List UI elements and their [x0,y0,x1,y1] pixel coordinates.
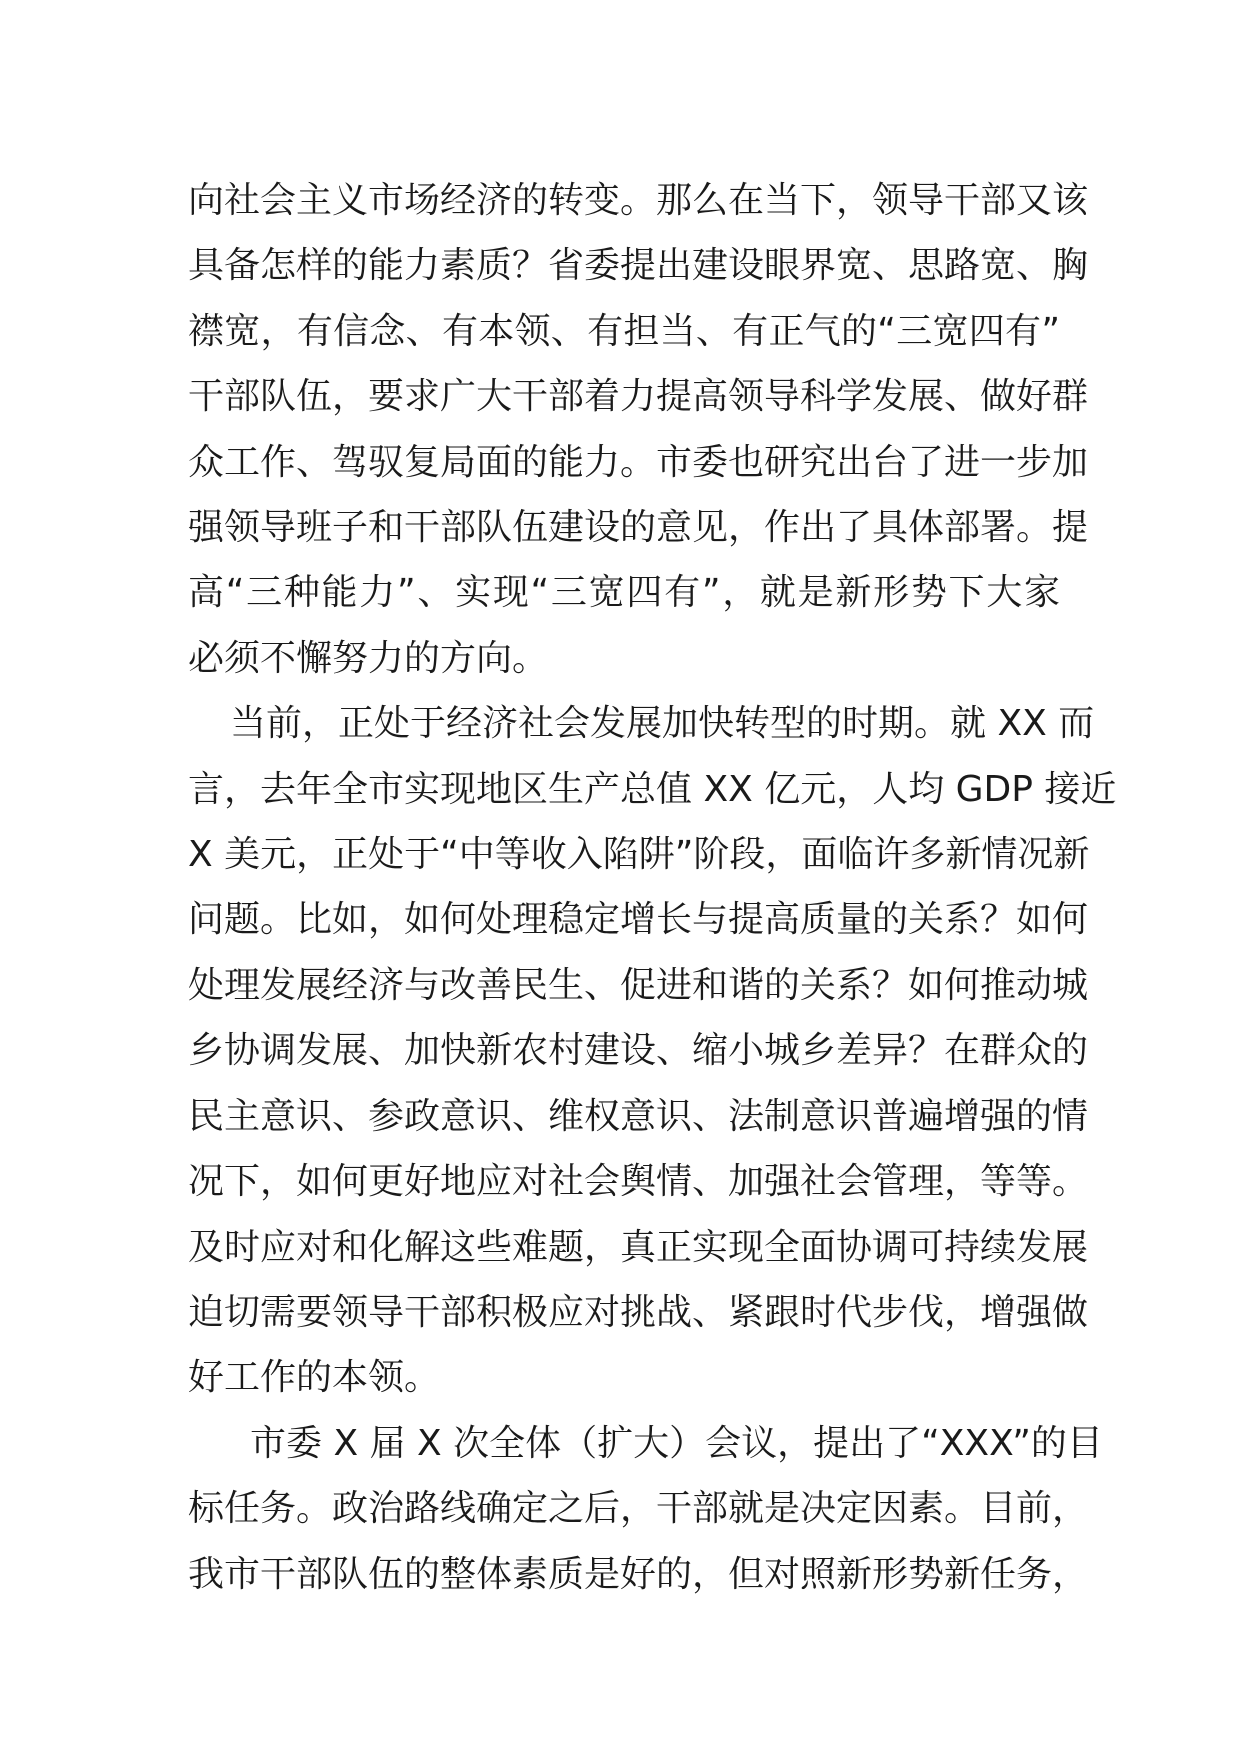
text-line: 迫切需要领导干部积极应对挑战、紧跟时代步伐，增强做 [188,1291,1089,1333]
paragraph-1 [188,168,1089,691]
text-line: X 美元，正处于“中等收入陷阱”阶段，面临许多新情况新 [188,834,1090,876]
text-line: 高“三种能力”、实现“三宽四有”，就是新形势下大家 [188,572,1060,614]
text-line: 言，去年全市实现地区生产总值 XX 亿元，人均 GDP 接近 [188,768,1117,810]
text-line: 民主意识、参政意识、维权意识、法制意识普遍增强的情 [188,1095,1089,1137]
text-line: 向社会主义市场经济的转变。那么在当下，领导干部又该 [188,180,1089,221]
paragraph-2 [188,691,1117,1410]
text-line: 及时应对和化解这些难题，真正实现全面协调可持续发展 [188,1226,1089,1268]
text-line: 襟宽，有信念、有本领、有担当、有正气的“三宽四有” [188,310,1060,352]
text-line: 干部队伍，要求广大干部着力提高领导科学发展、做好群 [188,376,1089,418]
text-line: 乡协调发展、加快新农村建设、缩小城乡差异？在群众的 [188,1030,1089,1072]
document-body [188,168,1117,1607]
text-line: 况下，如何更好地应对社会舆情、加强社会管理，等等。 [188,1161,1089,1203]
text-line: 必须不懈努力的方向。 [188,637,549,679]
text-line: 强领导班子和干部队伍建设的意见，作出了具体部署。提 [188,507,1089,549]
text-line: 我市干部队伍的整体素质是好的，但对照新形势新任务， [188,1553,1089,1595]
text-line: 具备怎样的能力素质？省委提出建设眼界宽、思路宽、胸 [188,245,1089,287]
paragraph-3 [188,1411,1103,1607]
text-line: 处理发展经济与改善民生、促进和谐的关系？如何推动城 [188,964,1089,1006]
text-line: 好工作的本领。 [188,1357,441,1399]
text-line: 当前，正处于经济社会发展加快转型的时期。就 XX 而 [230,703,1095,745]
text-line: 问题。比如，如何处理稳定增长与提高质量的关系？如何 [188,899,1089,941]
text-line: 众工作、驾驭复局面的能力。市委也研究出台了进一步加 [188,441,1089,483]
text-line: 标任务。政治路线确定之后，干部就是决定因素。目前， [188,1488,1089,1530]
text-line: 市委 X 届 X 次全体（扩大）会议，提出了“XXX”的目 [250,1422,1103,1464]
